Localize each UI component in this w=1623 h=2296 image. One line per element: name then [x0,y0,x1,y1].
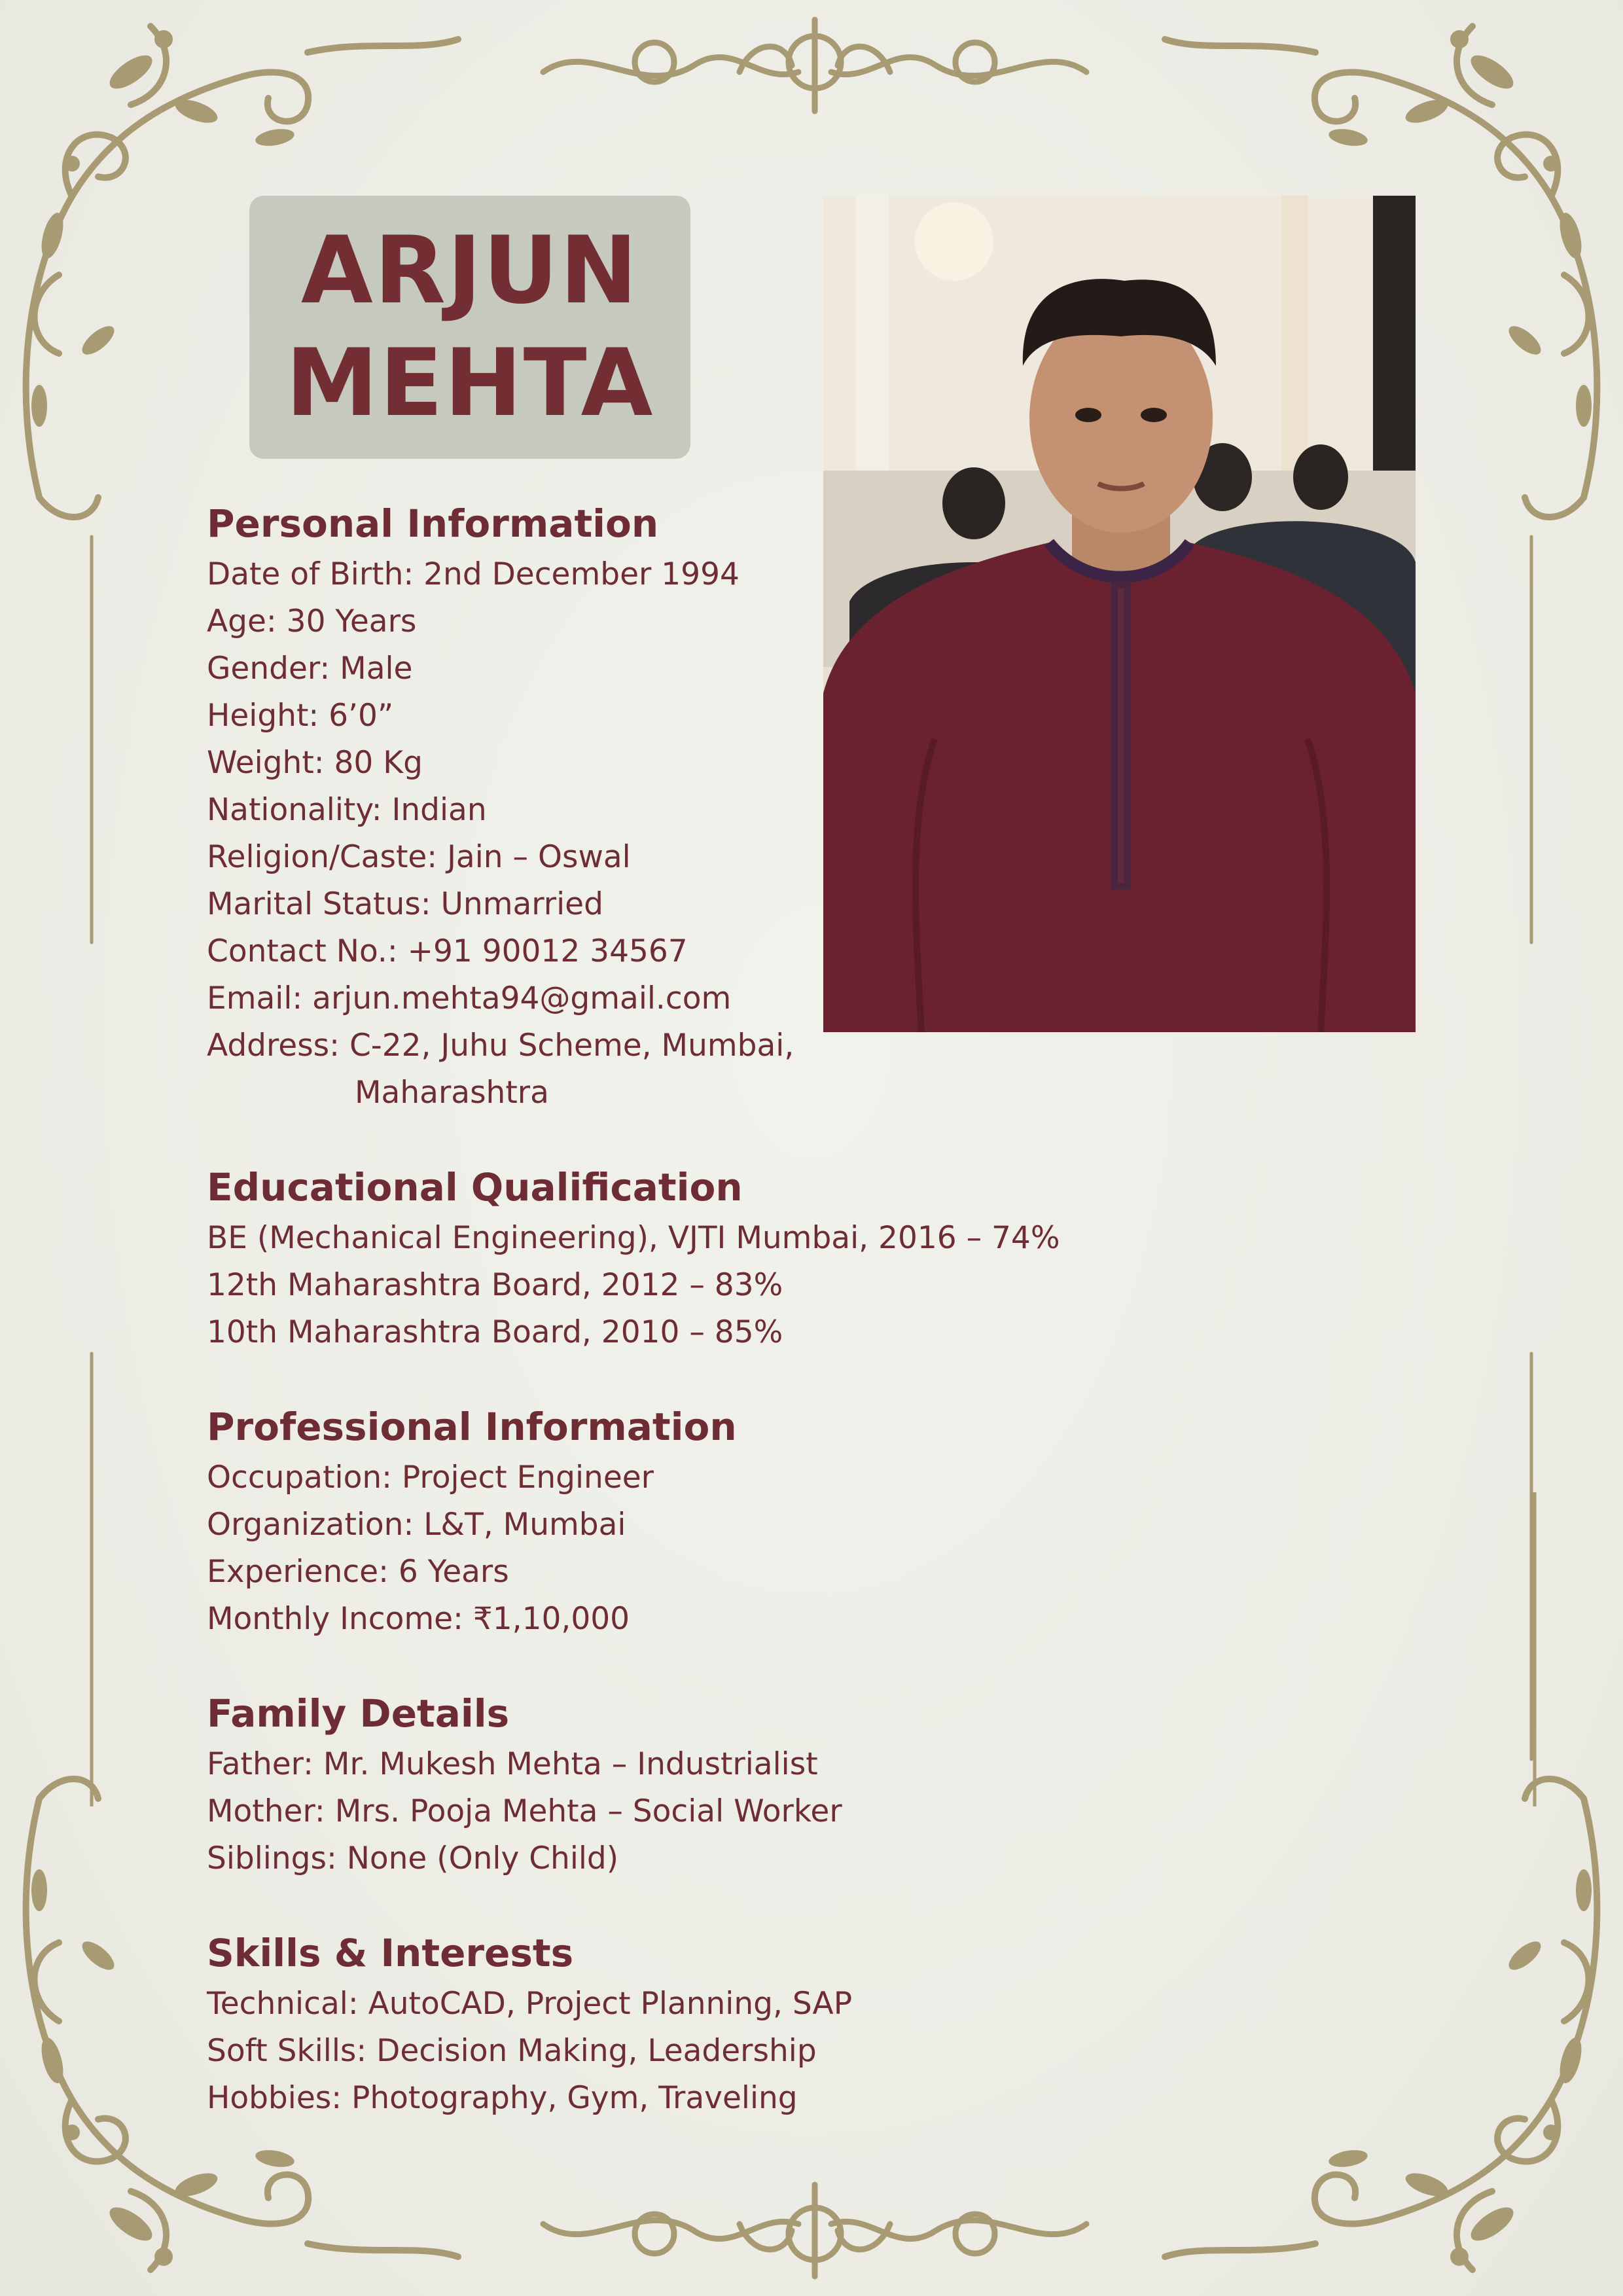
email-address: Email: arjun.mehta94@gmail.com [207,980,732,1016]
personal-line: Gender: Male [207,651,413,687]
skills-line: Hobbies: Photography, Gym, Traveling [207,2080,798,2116]
professional-line: Organization: L&T, Mumbai [207,1507,626,1543]
personal-line: Date of Birth: 2nd December 1994 [207,556,740,592]
postal-address: Address: C-22, Juhu Scheme, Mumbai, [207,1028,794,1064]
education-section [207,1160,1136,1356]
professional-line: Occupation: Project Engineer [207,1460,654,1496]
postal-address-continuation: Maharashtra [355,1075,549,1111]
section-heading-education: Educational Qualification [207,1165,743,1210]
education-line: 12th Maharashtra Board, 2012 – 83% [207,1267,783,1303]
first-name: ARJUN [300,217,639,325]
skills-line: Soft Skills: Decision Making, Leadership [207,2033,817,2069]
section-heading-skills: Skills & Interests [207,1931,574,1975]
family-section [207,1686,1136,1882]
professional-section [207,1399,1136,1643]
skills-section [207,1926,1136,2122]
personal-line: Height: 6’0” [207,698,394,734]
biodata-content [207,496,1136,2165]
contact-number: Contact No.: +91 90012 34567 [207,933,688,969]
family-line: Siblings: None (Only Child) [207,1840,619,1876]
education-line: 10th Maharashtra Board, 2010 – 85% [207,1314,783,1350]
education-line: BE (Mechanical Engineering), VJTI Mumbai, 2016 – 74% [207,1220,1060,1256]
last-name: MEHTA [285,329,654,437]
family-line: Father: Mr. Mukesh Mehta – Industrialist [207,1746,818,1782]
name-plate [249,196,690,459]
section-heading-professional: Professional Information [207,1405,737,1449]
personal-line: Age: 30 Years [207,603,417,639]
skills-line: Technical: AutoCAD, Project Planning, SAP [207,1986,853,2022]
professional-line: Monthly Income: ₹1,10,000 [207,1601,630,1637]
professional-line: Experience: 6 Years [207,1554,509,1590]
section-heading-personal: Personal Information [207,501,659,546]
personal-line: Weight: 80 Kg [207,745,423,781]
personal-information-section [207,496,1136,1117]
personal-line: Religion/Caste: Jain – Oswal [207,839,631,875]
section-heading-family: Family Details [207,1691,510,1736]
personal-line: Marital Status: Unmarried [207,886,603,922]
family-line: Mother: Mrs. Pooja Mehta – Social Worker [207,1793,842,1829]
personal-line: Nationality: Indian [207,792,487,828]
